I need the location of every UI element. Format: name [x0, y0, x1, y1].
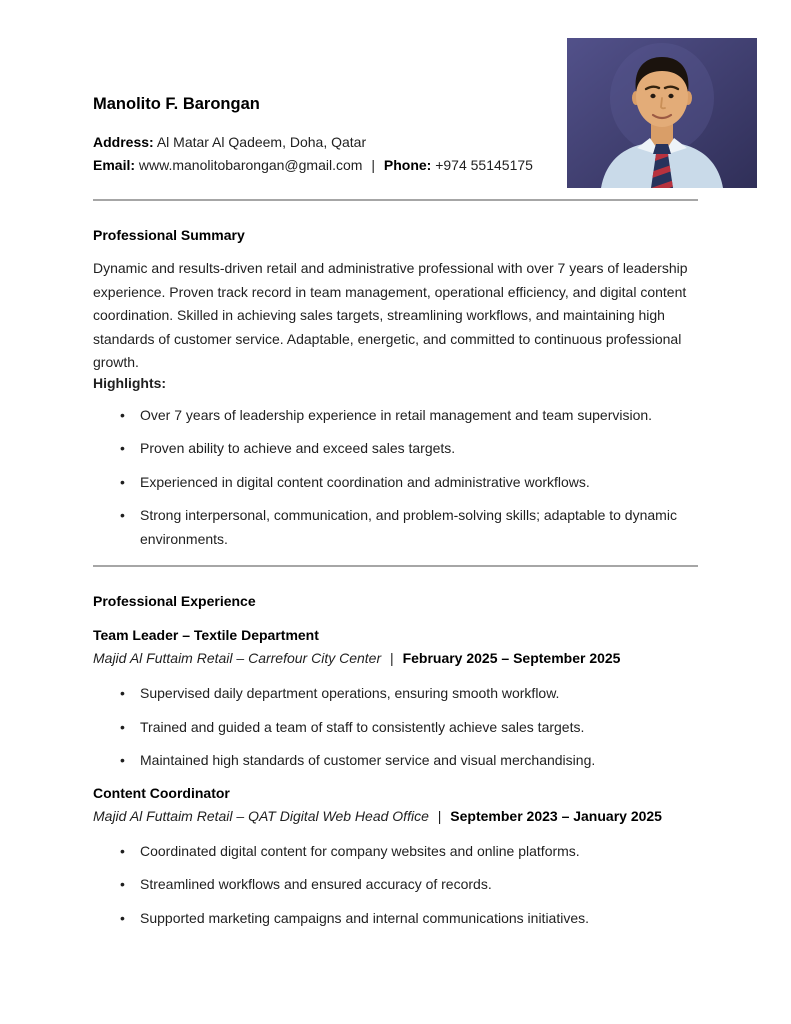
email-label: Email:: [93, 157, 136, 173]
job-bullet: • Supervised daily department operations, ensuring smooth workflow.: [140, 682, 698, 706]
contact-separator: |: [371, 157, 375, 173]
job-bullets-list: [93, 682, 698, 773]
job-bullet: • Supported marketing campaigns and internal communications initiatives.: [140, 907, 698, 931]
address-line: [93, 131, 698, 154]
section-divider: [93, 565, 698, 567]
job-bullet: • Streamlined workflows and ensured accuracy of records.: [140, 873, 698, 897]
phone-label: Phone:: [383, 157, 432, 173]
job-bullet: • Coordinated digital content for company websites and online platforms.: [140, 840, 698, 864]
address-value: Al Matar Al Qadeem, Doha, Qatar: [156, 134, 367, 150]
highlight-item: • Over 7 years of leadership experience in retail management and team supervision.: [140, 404, 698, 428]
job-dates: September 2023 – January 2025: [450, 807, 662, 824]
experience-section-title: Professional Experience: [93, 593, 256, 609]
job-role: Team Leader – Textile Department: [93, 627, 319, 643]
person-name: Manolito F. Barongan: [93, 95, 260, 113]
email-value: www.manolitobarongan@gmail.com: [138, 157, 363, 173]
job-role: Content Coordinator: [93, 784, 230, 801]
summary-body: Dynamic and results-driven retail and administrative professional with over 7 years of leadership experience. Proven track record in team management, operational efficiency, and digital content coordination. Skilled in achieving sales targets, streamlining workflows, and maintaining high standards of customer service. Adaptable, energetic, and committed to continuous professional growth.: [93, 260, 688, 370]
job-meta-line: [93, 805, 698, 827]
resume-content: [93, 0, 698, 940]
highlight-item: • Strong interpersonal, communication, and problem-solving skills; adaptable to dynamic environments.: [140, 504, 698, 551]
highlights-title: Highlights:: [93, 374, 167, 391]
address-label: Address:: [93, 134, 154, 150]
section-divider: [93, 199, 698, 201]
highlights-list: [93, 404, 698, 552]
job-separator: |: [437, 807, 442, 824]
summary-section-title: Professional Summary: [93, 227, 245, 243]
job-company: Majid Al Futtaim Retail – Carrefour City Center: [93, 650, 382, 666]
highlight-item: • Proven ability to achieve and exceed sales targets.: [140, 437, 698, 461]
job-meta-line: [93, 647, 698, 669]
job-bullet: • Maintained high standards of customer service and visual merchandising.: [140, 749, 698, 773]
email-phone-line: [93, 154, 698, 177]
job-dates: February 2025 – September 2025: [402, 650, 621, 666]
phone-value: +974 55145175: [435, 157, 533, 173]
job-company: Majid Al Futtaim Retail – QAT Digital Web Head Office: [93, 807, 429, 824]
job-bullets-list: [93, 840, 698, 931]
job-bullet: • Trained and guided a team of staff to consistently achieve sales targets.: [140, 716, 698, 740]
highlight-item: • Experienced in digital content coordination and administrative workflows.: [140, 471, 698, 495]
job-separator: |: [390, 650, 394, 666]
